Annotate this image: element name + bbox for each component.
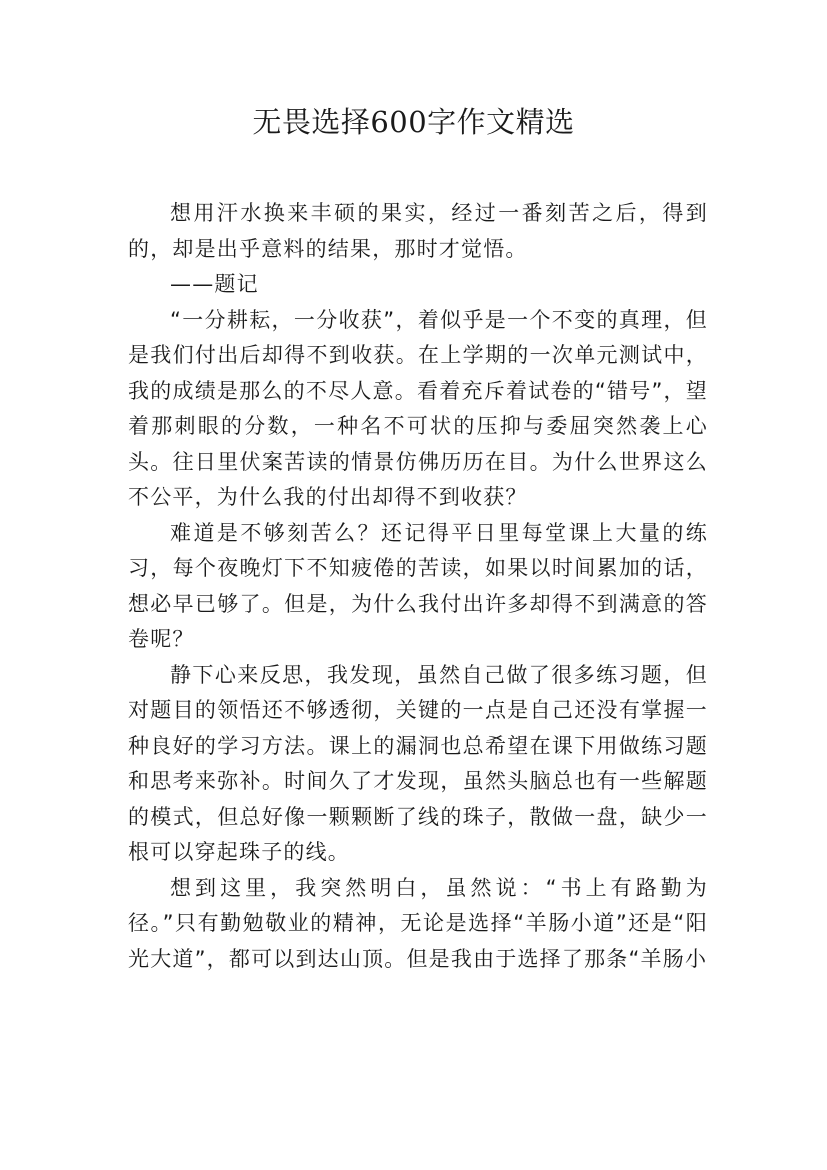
paragraph-2: 难道是不够刻苦么？还记得平日里每堂课上大量的练习，每个夜晚灯下不知疲倦的苦读，如果以时间累加的话，想必早已够了。但是，为什么我付出许多却得不到满意的答卷呢？ (128, 520, 708, 651)
paragraph-3: 静下心来反思，我发现，虽然自己做了很多练习题，但对题目的领悟还不够透彻，关键的一点是自己还没有掌握一种良好的学习方法。课上的漏洞也总希望在课下用做练习题和思考来弥补。时间久了才发现，虽然头脑总也有一些解题的模式，但总好像一颗颗断了线的珠子，散做一盘，缺少一根可以穿起珠子的线。 (128, 662, 708, 864)
paragraph-intro: 想用汗水换来丰硕的果实，经过一番刻苦之后，得到的，却是出乎意料的结果，那时才觉悟。 (128, 201, 708, 261)
paragraph-4: 想到这里，我突然明白，虽然说：“书上有路勤为径。”只有勤勉敬业的精神，无论是选择“羊肠小道”还是“阳光大道”，都可以到达山顶。但是我由于选择了那条“羊肠小 (128, 875, 708, 971)
paragraph-1: “一分耕耘，一分收获”，着似乎是一个不变的真理，但是我们付出后却得不到收获。在上学期的一次单元测试中，我的成绩是那么的不尽人意。看着充斥着试卷的“错号”，望着那刺眼的分数，一种名不可状的压抑与委屈突然袭上心头。往日里伏案苦读的情景仿佛历历在目。为什么世界这么不公平，为什么我的付出却得不到收获？ (128, 307, 708, 509)
paragraph-epigraph: ——题记 (170, 272, 259, 296)
document-body (128, 196, 708, 977)
document-title: 无畏选择600字作文精选 (252, 105, 575, 139)
